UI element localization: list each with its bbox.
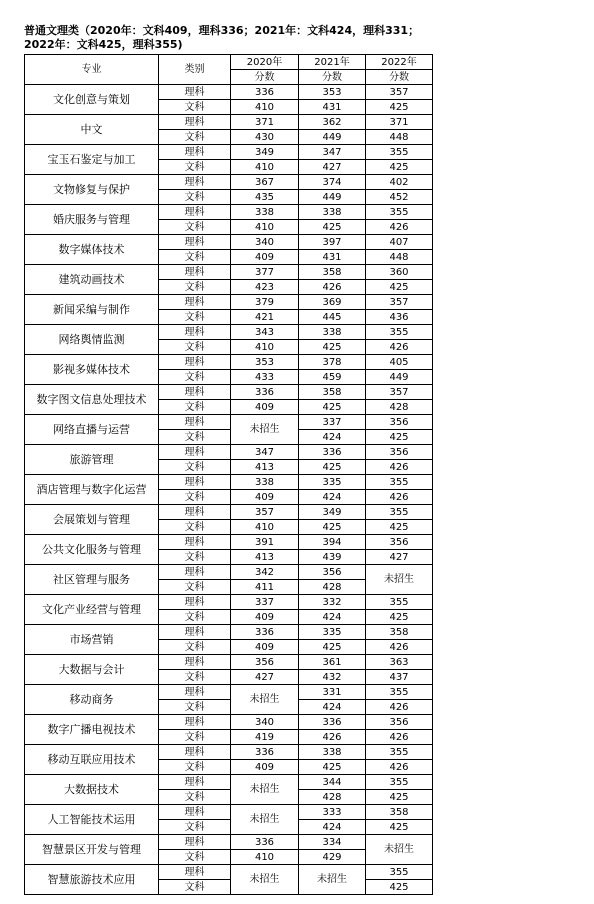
score-li: 353: [299, 85, 366, 100]
score-li: 342: [231, 565, 299, 580]
category-wen: 文科: [159, 640, 231, 655]
major-name: 移动商务: [25, 685, 159, 715]
category-wen: 文科: [159, 520, 231, 535]
category-li: 理科: [159, 355, 231, 370]
category-li: 理科: [159, 505, 231, 520]
category-li: 理科: [159, 745, 231, 760]
category-wen: 文科: [159, 250, 231, 265]
score-li: 355: [366, 595, 433, 610]
score-li: 356: [366, 445, 433, 460]
score-wen: 427: [299, 160, 366, 175]
score-li: 367: [231, 175, 299, 190]
score-li: 402: [366, 175, 433, 190]
score-li: 363: [366, 655, 433, 670]
table-row: [25, 205, 433, 220]
score-li: 343: [231, 325, 299, 340]
table-row: [25, 595, 433, 610]
score-wen: 448: [366, 250, 433, 265]
category-li: 理科: [159, 445, 231, 460]
score-wen: 426: [366, 760, 433, 775]
score-li: 337: [231, 595, 299, 610]
score-wen: 425: [299, 460, 366, 475]
score-li: 334: [299, 835, 366, 850]
score-wen: 425: [299, 340, 366, 355]
score-li: 338: [299, 205, 366, 220]
header-major: 专业: [25, 55, 159, 85]
score-wen: 427: [231, 670, 299, 685]
major-name: 建筑动画技术: [25, 265, 159, 295]
major-name: 文物修复与保护: [25, 175, 159, 205]
header-category: 类别: [159, 55, 231, 85]
score-wen: 449: [366, 370, 433, 385]
score-li: 338: [299, 325, 366, 340]
header-score-2022: 分数: [366, 70, 433, 85]
not-recruited-cell: 未招生: [366, 565, 433, 595]
category-li: 理科: [159, 835, 231, 850]
not-recruited-cell: 未招生: [231, 685, 299, 715]
table-row: [25, 835, 433, 850]
major-name: 数字图文信息处理技术: [25, 385, 159, 415]
not-recruited-cell: 未招生: [231, 775, 299, 805]
score-wen: 409: [231, 640, 299, 655]
score-wen: 425: [366, 520, 433, 535]
category-li: 理科: [159, 775, 231, 790]
table-row: [25, 85, 433, 100]
category-wen: 文科: [159, 100, 231, 115]
major-name: 智慧景区开发与管理: [25, 835, 159, 865]
score-wen: 409: [231, 400, 299, 415]
score-wen: 425: [366, 790, 433, 805]
major-name: 旅游管理: [25, 445, 159, 475]
score-li: 356: [231, 655, 299, 670]
score-li: 362: [299, 115, 366, 130]
score-li: 336: [231, 745, 299, 760]
score-li: 347: [231, 445, 299, 460]
category-wen: 文科: [159, 490, 231, 505]
score-wen: 421: [231, 310, 299, 325]
table-body: [25, 85, 433, 895]
score-li: 371: [366, 115, 433, 130]
score-li: 338: [299, 745, 366, 760]
category-wen: 文科: [159, 430, 231, 445]
score-li: 355: [366, 205, 433, 220]
score-wen: 413: [231, 460, 299, 475]
table-row: [25, 145, 433, 160]
score-wen: 452: [366, 190, 433, 205]
score-wen: 424: [299, 610, 366, 625]
score-li: 357: [231, 505, 299, 520]
score-li: 357: [366, 295, 433, 310]
score-wen: 431: [299, 100, 366, 115]
score-li: 358: [299, 385, 366, 400]
table-caption: 普通文理类（2020年：文科409，理科336；2021年：文科424，理科331；2022年：文科425，理科355): [24, 24, 420, 51]
score-wen: 428: [299, 580, 366, 595]
score-wen: 409: [231, 610, 299, 625]
category-li: 理科: [159, 475, 231, 490]
category-wen: 文科: [159, 670, 231, 685]
score-wen: 410: [231, 340, 299, 355]
category-wen: 文科: [159, 820, 231, 835]
category-li: 理科: [159, 175, 231, 190]
header-year-2022: 2022年: [366, 55, 433, 70]
score-wen: 425: [299, 400, 366, 415]
category-li: 理科: [159, 115, 231, 130]
score-wen: 426: [299, 730, 366, 745]
table-row: [25, 805, 433, 820]
score-wen: 425: [366, 100, 433, 115]
score-li: 371: [231, 115, 299, 130]
score-wen: 435: [231, 190, 299, 205]
score-wen: 424: [299, 700, 366, 715]
score-li: 355: [366, 865, 433, 880]
score-li: 336: [231, 835, 299, 850]
category-wen: 文科: [159, 310, 231, 325]
category-li: 理科: [159, 565, 231, 580]
table-row: [25, 865, 433, 880]
score-li: 355: [366, 745, 433, 760]
header-score-2020: 分数: [231, 70, 299, 85]
score-wen: 410: [231, 100, 299, 115]
table-row: [25, 625, 433, 640]
score-li: 349: [231, 145, 299, 160]
score-wen: 410: [231, 220, 299, 235]
category-wen: 文科: [159, 400, 231, 415]
score-wen: 428: [299, 790, 366, 805]
category-li: 理科: [159, 625, 231, 640]
major-name: 酒店管理与数字化运营: [25, 475, 159, 505]
table-row: [25, 775, 433, 790]
not-recruited-cell: 未招生: [366, 835, 433, 865]
table-row: [25, 115, 433, 130]
category-wen: 文科: [159, 370, 231, 385]
category-wen: 文科: [159, 610, 231, 625]
score-wen: 449: [299, 190, 366, 205]
header-score-2021: 分数: [299, 70, 366, 85]
score-li: 333: [299, 805, 366, 820]
category-li: 理科: [159, 415, 231, 430]
category-li: 理科: [159, 265, 231, 280]
score-wen: 426: [366, 460, 433, 475]
major-name: 大数据技术: [25, 775, 159, 805]
category-li: 理科: [159, 85, 231, 100]
score-li: 397: [299, 235, 366, 250]
score-li: 358: [366, 625, 433, 640]
score-li: 337: [299, 415, 366, 430]
score-li: 356: [366, 535, 433, 550]
score-wen: 425: [366, 880, 433, 895]
category-li: 理科: [159, 655, 231, 670]
score-wen: 430: [231, 130, 299, 145]
score-wen: 429: [299, 850, 366, 865]
table-row: [25, 535, 433, 550]
score-li: 331: [299, 685, 366, 700]
score-wen: 436: [366, 310, 433, 325]
score-wen: 432: [299, 670, 366, 685]
category-li: 理科: [159, 535, 231, 550]
score-wen: 419: [231, 730, 299, 745]
score-wen: 437: [366, 670, 433, 685]
score-li: 391: [231, 535, 299, 550]
score-wen: 448: [366, 130, 433, 145]
score-wen: 427: [366, 550, 433, 565]
category-li: 理科: [159, 385, 231, 400]
score-li: 344: [299, 775, 366, 790]
major-name: 文化产业经营与管理: [25, 595, 159, 625]
category-wen: 文科: [159, 880, 231, 895]
score-wen: 428: [366, 400, 433, 415]
score-li: 335: [299, 475, 366, 490]
score-li: 394: [299, 535, 366, 550]
score-wen: 410: [231, 520, 299, 535]
major-name: 大数据与会计: [25, 655, 159, 685]
score-wen: 425: [366, 610, 433, 625]
not-recruited-cell: 未招生: [299, 865, 366, 895]
header-year-2021: 2021年: [299, 55, 366, 70]
score-wen: 425: [299, 760, 366, 775]
major-name: 宝玉石鉴定与加工: [25, 145, 159, 175]
table-row: [25, 235, 433, 250]
score-li: 355: [366, 325, 433, 340]
table-row: [25, 415, 433, 430]
category-li: 理科: [159, 865, 231, 880]
score-li: 374: [299, 175, 366, 190]
score-wen: 425: [299, 640, 366, 655]
score-li: 356: [366, 415, 433, 430]
score-wen: 426: [366, 340, 433, 355]
score-li: 355: [366, 775, 433, 790]
score-wen: 425: [299, 220, 366, 235]
score-li: 355: [366, 685, 433, 700]
score-wen: 424: [299, 490, 366, 505]
score-wen: 409: [231, 250, 299, 265]
score-wen: 425: [299, 520, 366, 535]
table-row: [25, 325, 433, 340]
table-row: [25, 565, 433, 580]
score-li: 355: [366, 505, 433, 520]
score-wen: 424: [299, 430, 366, 445]
category-li: 理科: [159, 145, 231, 160]
score-wen: 445: [299, 310, 366, 325]
admission-scores-table: [24, 54, 433, 895]
score-wen: 425: [366, 280, 433, 295]
major-name: 婚庆服务与管理: [25, 205, 159, 235]
table-row: [25, 685, 433, 700]
not-recruited-cell: 未招生: [231, 415, 299, 445]
score-wen: 426: [366, 640, 433, 655]
score-li: 355: [366, 145, 433, 160]
category-li: 理科: [159, 235, 231, 250]
score-li: 347: [299, 145, 366, 160]
score-li: 379: [231, 295, 299, 310]
score-wen: 439: [299, 550, 366, 565]
score-li: 405: [366, 355, 433, 370]
table-row: [25, 715, 433, 730]
score-li: 358: [366, 805, 433, 820]
score-wen: 411: [231, 580, 299, 595]
score-wen: 449: [299, 130, 366, 145]
score-li: 353: [231, 355, 299, 370]
score-wen: 423: [231, 280, 299, 295]
score-li: 338: [231, 205, 299, 220]
category-wen: 文科: [159, 550, 231, 565]
major-name: 中文: [25, 115, 159, 145]
category-li: 理科: [159, 685, 231, 700]
category-wen: 文科: [159, 220, 231, 235]
score-li: 369: [299, 295, 366, 310]
major-name: 网络直播与运营: [25, 415, 159, 445]
table-row: [25, 655, 433, 670]
score-wen: 409: [231, 760, 299, 775]
category-wen: 文科: [159, 850, 231, 865]
score-wen: 410: [231, 850, 299, 865]
score-li: 356: [299, 565, 366, 580]
table-row: [25, 355, 433, 370]
score-wen: 413: [231, 550, 299, 565]
category-wen: 文科: [159, 730, 231, 745]
table-row: [25, 385, 433, 400]
major-name: 文化创意与策划: [25, 85, 159, 115]
score-li: 357: [366, 385, 433, 400]
score-wen: 425: [366, 820, 433, 835]
not-recruited-cell: 未招生: [231, 805, 299, 835]
category-li: 理科: [159, 205, 231, 220]
score-li: 340: [231, 235, 299, 250]
header-year-2020: 2020年: [231, 55, 299, 70]
score-wen: 410: [231, 160, 299, 175]
score-li: 358: [299, 265, 366, 280]
major-name: 影视多媒体技术: [25, 355, 159, 385]
table-row: [25, 445, 433, 460]
category-wen: 文科: [159, 790, 231, 805]
table-row: [25, 175, 433, 190]
category-li: 理科: [159, 715, 231, 730]
table-row: [25, 475, 433, 490]
score-li: 407: [366, 235, 433, 250]
category-li: 理科: [159, 325, 231, 340]
table-row: [25, 745, 433, 760]
category-wen: 文科: [159, 190, 231, 205]
major-name: 市场营销: [25, 625, 159, 655]
score-li: 336: [231, 385, 299, 400]
category-li: 理科: [159, 805, 231, 820]
score-li: 377: [231, 265, 299, 280]
major-name: 新闻采编与制作: [25, 295, 159, 325]
score-wen: 459: [299, 370, 366, 385]
score-li: 336: [231, 85, 299, 100]
score-li: 355: [366, 475, 433, 490]
major-name: 人工智能技术运用: [25, 805, 159, 835]
not-recruited-cell: 未招生: [231, 865, 299, 895]
score-wen: 426: [299, 280, 366, 295]
score-li: 360: [366, 265, 433, 280]
category-wen: 文科: [159, 580, 231, 595]
score-li: 378: [299, 355, 366, 370]
category-li: 理科: [159, 295, 231, 310]
score-wen: 424: [299, 820, 366, 835]
major-name: 会展策划与管理: [25, 505, 159, 535]
category-li: 理科: [159, 595, 231, 610]
score-li: 335: [299, 625, 366, 640]
score-wen: 431: [299, 250, 366, 265]
major-name: 数字媒体技术: [25, 235, 159, 265]
score-wen: 409: [231, 490, 299, 505]
score-li: 336: [299, 715, 366, 730]
score-li: 357: [366, 85, 433, 100]
score-wen: 426: [366, 220, 433, 235]
major-name: 智慧旅游技术应用: [25, 865, 159, 895]
category-wen: 文科: [159, 460, 231, 475]
major-name: 社区管理与服务: [25, 565, 159, 595]
score-li: 332: [299, 595, 366, 610]
major-name: 移动互联应用技术: [25, 745, 159, 775]
score-wen: 426: [366, 730, 433, 745]
score-li: 356: [366, 715, 433, 730]
score-li: 336: [299, 445, 366, 460]
table-row: [25, 295, 433, 310]
major-name: 网络舆情监测: [25, 325, 159, 355]
score-wen: 426: [366, 490, 433, 505]
table-row: [25, 505, 433, 520]
score-li: 361: [299, 655, 366, 670]
score-li: 349: [299, 505, 366, 520]
score-li: 336: [231, 625, 299, 640]
category-wen: 文科: [159, 280, 231, 295]
major-name: 公共文化服务与管理: [25, 535, 159, 565]
score-wen: 426: [366, 700, 433, 715]
category-wen: 文科: [159, 760, 231, 775]
score-wen: 433: [231, 370, 299, 385]
score-wen: 425: [366, 430, 433, 445]
category-wen: 文科: [159, 130, 231, 145]
major-name: 数字广播电视技术: [25, 715, 159, 745]
category-wen: 文科: [159, 340, 231, 355]
score-li: 340: [231, 715, 299, 730]
category-wen: 文科: [159, 700, 231, 715]
score-li: 338: [231, 475, 299, 490]
category-wen: 文科: [159, 160, 231, 175]
table-row: [25, 265, 433, 280]
score-wen: 425: [366, 160, 433, 175]
